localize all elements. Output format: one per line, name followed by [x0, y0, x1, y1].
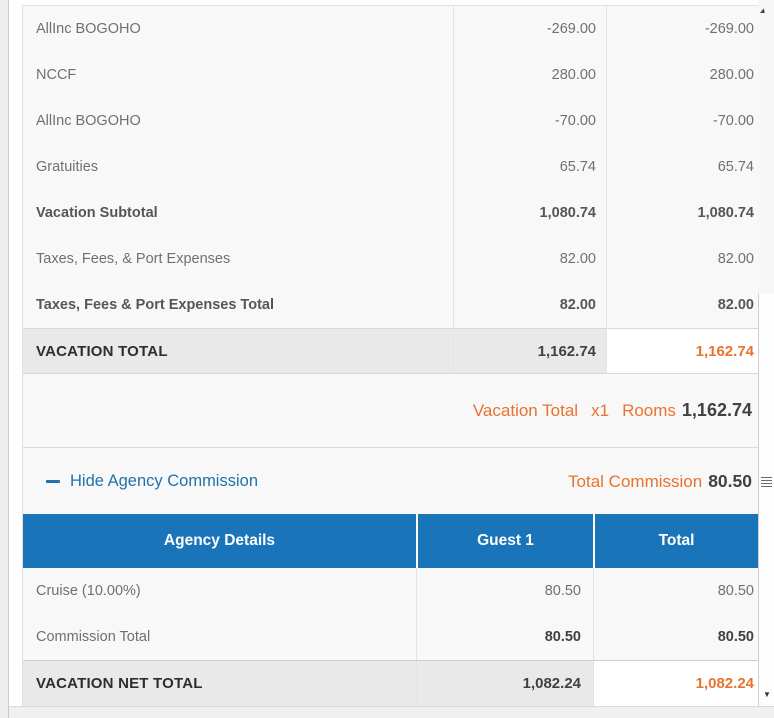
agency-table-header [23, 514, 758, 568]
left-panel-edge [0, 0, 9, 718]
rooms-total-value: 1,162.74 [681, 400, 752, 420]
taxes-total-row [23, 282, 758, 328]
right-gutter-top [758, 0, 774, 293]
scroll-up-icon[interactable]: ▲ [757, 6, 769, 15]
toggle-label: Hide Agency Commission [70, 471, 258, 490]
vacation-total-row [23, 328, 758, 374]
vacation-total-amount: 1,162.74 [606, 329, 758, 373]
table-row [23, 52, 758, 98]
row-label: Taxes, Fees & Port Expenses Total [36, 297, 274, 313]
total-value: -70.00 [606, 98, 758, 144]
row-label: Cruise (10.00%) [36, 583, 141, 599]
row-label: Gratuities [36, 159, 99, 175]
guest-value: 1,080.74 [453, 190, 606, 236]
total-value: 280.00 [606, 52, 758, 98]
total-value: 82.00 [606, 236, 758, 282]
header-agency-details: Agency Details [163, 532, 276, 549]
room-multiplier: x1 [591, 400, 610, 420]
scrollbar-track[interactable] [758, 293, 774, 706]
commission-total-row [23, 614, 758, 660]
row-label: AllInc BOGOHO [36, 21, 141, 37]
header-guest-1: Guest 1 [416, 514, 593, 568]
commission-toggle-bar [23, 448, 758, 514]
summary-label: Vacation Total [472, 400, 579, 420]
table-row [23, 236, 758, 282]
guest-value: -269.00 [453, 6, 606, 52]
total-value: 80.50 [593, 568, 758, 614]
guest-value: 82.00 [453, 236, 606, 282]
room-total-summary [23, 374, 758, 448]
net-total-guest: 1,082.24 [416, 661, 593, 706]
guest-value: 80.50 [416, 568, 593, 614]
hide-agency-commission-link[interactable] [46, 472, 258, 491]
table-row [23, 144, 758, 190]
table-row [23, 98, 758, 144]
row-label: AllInc BOGOHO [36, 113, 141, 129]
vacation-subtotal-row [23, 190, 758, 236]
row-label: Taxes, Fees, & Port Expenses [36, 251, 231, 267]
row-label: NCCF [36, 67, 77, 83]
total-commission-summary [568, 471, 752, 492]
total-value: 1,080.74 [606, 190, 758, 236]
rooms-label: Rooms [622, 400, 676, 420]
row-label: Vacation Subtotal [36, 205, 158, 221]
net-total-label: VACATION NET TOTAL [23, 661, 416, 706]
bottom-margin [0, 706, 774, 718]
guest-value: 280.00 [453, 52, 606, 98]
scroll-down-icon[interactable]: ▼ [763, 690, 771, 699]
total-value: -269.00 [606, 6, 758, 52]
total-value: 82.00 [606, 282, 758, 328]
guest-value: 82.00 [453, 282, 606, 328]
cruise-commission-row [23, 568, 758, 614]
total-commission-value: 80.50 [708, 470, 752, 491]
vacation-total-guest: 1,162.74 [453, 329, 606, 373]
table-row [23, 6, 758, 52]
total-commission-label: Total Commission [568, 471, 703, 491]
header-total: Total [593, 514, 758, 568]
row-label: Commission Total [36, 629, 151, 645]
pricing-summary-panel [22, 5, 758, 706]
guest-value: -70.00 [453, 98, 606, 144]
vacation-net-total-row [23, 660, 758, 706]
total-value: 65.74 [606, 144, 758, 190]
total-value: 80.50 [593, 614, 758, 660]
minus-icon [46, 480, 60, 483]
guest-value: 65.74 [453, 144, 606, 190]
scrollbar-grip-icon[interactable] [761, 477, 772, 488]
guest-value: 80.50 [416, 614, 593, 660]
vacation-total-label: VACATION TOTAL [23, 329, 453, 373]
net-total-amount: 1,082.24 [593, 661, 758, 706]
